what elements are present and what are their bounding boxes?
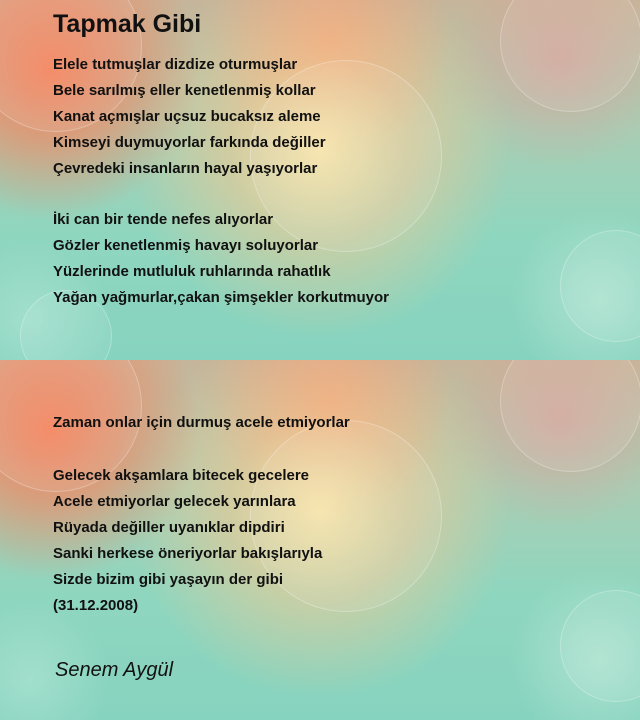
poem-line: Yağan yağmurlar,çakan şimşekler korkutmuyor xyxy=(53,289,389,306)
stanza xyxy=(53,410,350,436)
poem-line: Acele etmiyorlar gelecek yarınlara xyxy=(53,493,296,510)
poem-date: (31.12.2008) xyxy=(53,597,139,614)
poem-line: Rüyada değiller uyanıklar dipdiri xyxy=(53,519,285,536)
poem-line: Gelecek akşamlara bitecek gecelere xyxy=(53,467,310,484)
poem-title: Tapmak Gibi xyxy=(53,10,202,38)
stanza xyxy=(53,463,322,619)
poem-line: Gözler kenetlenmiş havayı soluyorlar xyxy=(53,237,319,254)
poem-line: Bele sarılmış eller kenetlenmiş kollar xyxy=(53,82,316,99)
poem-line: İki can bir tende nefes alıyorlar xyxy=(53,211,274,228)
poem-line: Elele tutmuşlar dizdize oturmuşlar xyxy=(53,56,298,73)
stanza xyxy=(53,52,326,182)
poem-line: Yüzlerinde mutluluk ruhlarında rahatlık xyxy=(53,263,331,280)
stanza xyxy=(53,207,389,311)
bokeh-circle xyxy=(500,0,640,112)
poem-line: Kimseyi duymuyorlar farkında değiller xyxy=(53,134,326,151)
poem-author: Senem Aygül xyxy=(55,659,174,681)
bokeh-circle xyxy=(500,360,640,472)
poem-line: Sanki herkese öneriyorlar bakışlarıyla xyxy=(53,545,323,562)
poem-line: Kanat açmışlar uçsuz bucaksız aleme xyxy=(53,108,321,125)
poem-line: Sizde bizim gibi yaşayın der gibi xyxy=(53,571,284,588)
bokeh-circle xyxy=(560,590,640,702)
poem-line: Zaman onlar için durmuş acele etmiyorlar xyxy=(53,414,350,431)
bokeh-circle xyxy=(560,230,640,342)
poem-line: Çevredeki insanların hayal yaşıyorlar xyxy=(53,160,318,177)
poem-card-bottom xyxy=(0,360,640,720)
